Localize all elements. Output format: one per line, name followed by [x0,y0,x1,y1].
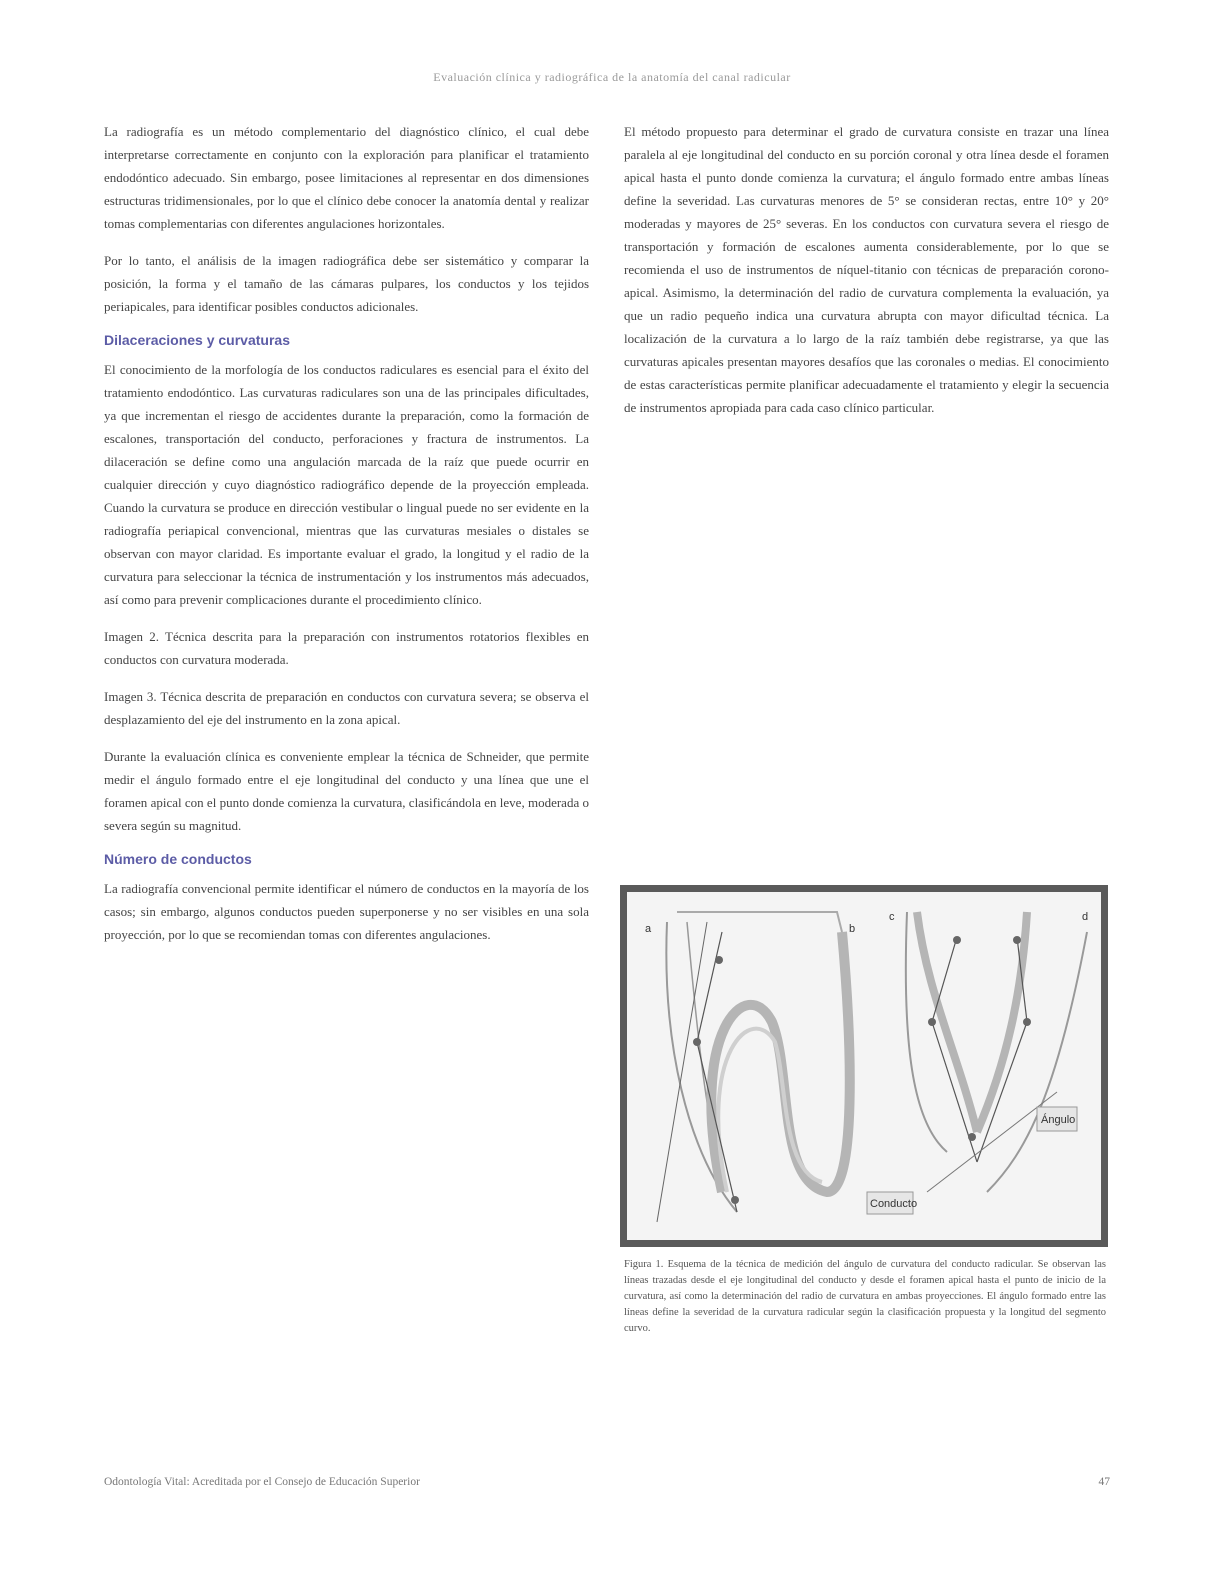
measurement-point [953,936,961,944]
section-heading: Número de conductos [104,851,252,867]
figure-panel-label: d [1082,911,1089,923]
paragraph: El método propuesto para determinar el grado de curvatura consiste en trazar una línea paralela al eje longitudinal del conducto en su porción coronal y otra línea desde el foramen apical hasta el punto donde comienza la curvatura; el ángulo formado entre ambas líneas define la severidad. Las curvaturas menores de 5° se consideran rectas, entre 10° y 20° moderadas y mayores de 25° severas. En los conductos con curvatura severa el riesgo de transportación y formación de escalones aumenta considerablemente, por lo que se recomienda el uso de instrumentos de níquel-titanio con técnicas de preparación corono-apical. Asimismo, la determinación del radio de curvatura complementa la evaluación, ya que un radio pequeño indica una curvatura abrupta con mayor dificultad técnica. La localización de la curvatura a lo largo de la raíz también debe registrarse, ya que las curvaturas apicales presentan mayores desafíos que las coronales o medias. El conocimiento de estas características permite planificar adecuadamente el tratamiento y elegir la secuencia de instrumentos apropiada para cada caso clínico particular. [624,124,1109,415]
paragraph: La radiografía es un método complementario del diagnóstico clínico, el cual debe interpretarse correctamente en conjunto con la exploración para planificar el tratamiento endodóntico adecuado. Sin embargo, posee limitaciones al representar en dos dimensiones estructuras tridimensionales, por lo que el clínico debe conocer la anatomía dental y realizar tomas complementarias con diferentes angulaciones horizontales. [104,124,589,231]
figure-caption: Figura 1. Esquema de la técnica de medición del ángulo de curvatura del conducto radicular. Se observan las líneas trazadas desde el eje longitudinal del conducto y desde el foramen apical hasta el punto de inicio de la curvatura, así como la determinación del radio de curvatura en ambas proyecciones. El ángulo formado entre las líneas define la severidad de la curvatura radicular según la clasificación propuesta y la longitud del segmento curvo. [624,1259,1106,1334]
paragraph: Durante la evaluación clínica es conveniente emplear la técnica de Schneider, que permite medir el ángulo formado entre el eje longitudinal del conducto y una línea que une el foramen apical con el punto donde comienza la curvatura, clasificándola en leve, moderada o severa según su magnitud. [104,749,589,833]
figure-panel-label: a [645,923,652,935]
footer-journal: Odontología Vital: Acreditada por el Consejo de Educación Superior [104,1476,420,1488]
right-column [624,120,1109,433]
measurement-point [928,1018,936,1026]
measurement-point [693,1038,701,1046]
left-column [104,120,589,960]
figure-inner-label: Ángulo [1041,1114,1076,1126]
figure-panel-label: b [849,923,856,935]
paragraph: Imagen 3. Técnica descrita de preparación en conductos con curvatura severa; se observa el desplazamiento del eje del instrumento en la zona apical. [104,689,589,727]
section-heading: Dilaceraciones y curvaturas [104,332,290,348]
root-canal-diagram [627,892,1101,1240]
measurement-point [715,956,723,964]
figure-diagram [620,885,1108,1247]
measurement-point [1013,936,1021,944]
measurement-point [1023,1018,1031,1026]
diagram-background [627,892,1101,1240]
running-head: Evaluación clínica y radiográfica de la anatomía del canal radicular [433,70,791,84]
measurement-point [968,1133,976,1141]
figure-panel-label: c [889,911,895,923]
paragraph: Por lo tanto, el análisis de la imagen radiográfica debe ser sistemático y comparar la posición, la forma y el tamaño de las cámaras pulpares, los conductos y los tejidos periapicales, para identificar posibles conductos adicionales. [104,253,589,314]
measurement-point [731,1196,739,1204]
page-number: 47 [1098,1476,1110,1488]
figure-inner-label: Conducto [870,1198,918,1210]
paragraph: El conocimiento de la morfología de los conductos radiculares es esencial para el éxito del tratamiento endodóntico. Las curvaturas radiculares son una de las principales dificultades, ya que incrementan el riesgo de accidentes durante la preparación, como la formación de escalones, transportación del conducto, perforaciones y fractura de instrumentos. La dilaceración se define como una angulación marcada de la raíz que puede ocurrir en cualquier dirección y cuyo diagnóstico radiográfico depende de la proyección empleada. Cuando la curvatura se produce en dirección vestibular o lingual puede no ser evidente en la radiografía periapical convencional, mientras que las curvaturas mesiales o distales se observan con mayor claridad. Es importante evaluar el grado, la longitud y el radio de la curvatura para seleccionar la técnica de instrumentación y los instrumentos más adecuados, así como para prevenir complicaciones durante el procedimiento clínico. [104,362,589,607]
paragraph: Imagen 2. Técnica descrita para la preparación con instrumentos rotatorios flexibles en conductos con curvatura moderada. [104,629,589,667]
paragraph: La radiografía convencional permite identificar el número de conductos en la mayoría de los casos; sin embargo, algunos conductos pueden superponerse y no ser visibles en una sola proyección, por lo que se recomiendan tomas con diferentes angulaciones. [104,881,589,942]
